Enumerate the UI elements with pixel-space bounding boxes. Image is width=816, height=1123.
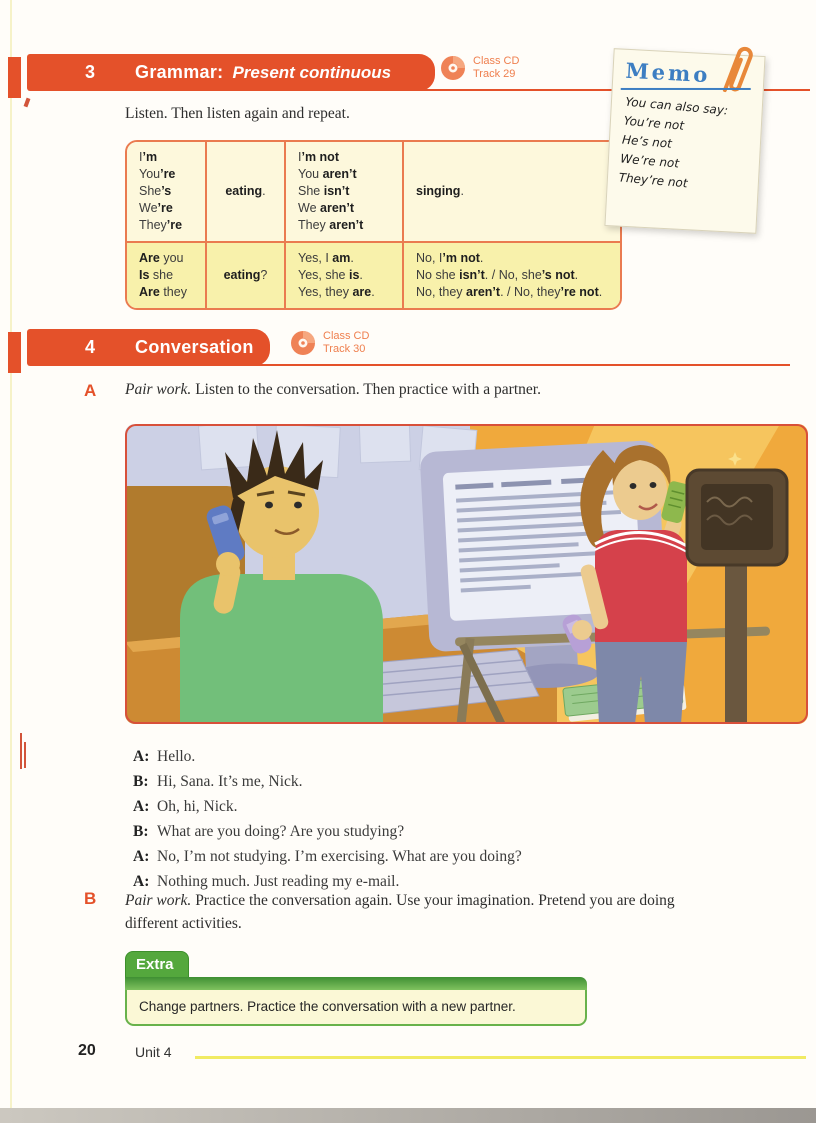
text-line: They’re: [139, 218, 183, 232]
text-line: They’re not: [618, 170, 689, 191]
extra-bar: [125, 977, 587, 990]
dialogue-text: Nothing much. Just reading my e-mail.: [157, 873, 400, 890]
text-line: We’re not: [619, 151, 680, 171]
left-margin-tick: [8, 57, 21, 98]
text-line: You can also say:: [624, 94, 729, 118]
dialogue-line: [133, 844, 522, 869]
dialogue-speaker: A:: [133, 873, 150, 890]
boy-hand: [216, 552, 240, 576]
text-line: I’m not: [298, 150, 339, 164]
paperclip-icon: [720, 39, 757, 103]
text-line: We aren’t: [298, 201, 355, 215]
cd-icon: [440, 55, 466, 81]
page-number: 20: [78, 1042, 96, 1059]
cell-verb-negative: singing .: [416, 184, 464, 198]
text-line: She’s: [139, 184, 172, 198]
scan-mark: [20, 733, 22, 769]
extra-text: Change partners. Practice the conversation with a new partner.: [125, 990, 587, 1026]
cd-line1: Class CD: [323, 330, 370, 342]
dialogue-text: Hi, Sana. It’s me, Nick.: [157, 773, 303, 790]
cell-question-forms: [127, 243, 207, 308]
scan-mark: [24, 742, 26, 768]
memo-note: [604, 48, 765, 234]
scan-bottom-edge: [0, 1108, 816, 1123]
section4-rule: [200, 364, 790, 366]
part-a-letter: A: [84, 381, 97, 400]
dialogue-speaker: B:: [133, 823, 149, 840]
dialogue-speaker: A:: [133, 748, 150, 765]
cd-label: [473, 55, 519, 81]
girl-shirt: [595, 530, 687, 642]
text-line: No she isn’t. / No, she’s not.: [416, 268, 579, 282]
section4-header: [27, 329, 270, 366]
section3-cd-badge: [440, 55, 519, 81]
text-line: He’s not: [621, 132, 673, 151]
boy-shirt: [180, 574, 383, 724]
scan-mark: [24, 98, 31, 108]
extra-tab: Extra: [125, 951, 189, 977]
dialogue-text: No, I’m not studying. I’m exercising. What are you doing?: [157, 848, 522, 865]
footer-rule: [195, 1056, 806, 1059]
text-line: You’re not: [623, 113, 685, 133]
text-line: Is she: [139, 268, 174, 282]
part-a-text: Listen to the conversation. Then practice with a partner.: [191, 381, 541, 398]
section3-header: [27, 54, 435, 91]
dialogue-line: [133, 819, 522, 844]
cd-label: [323, 330, 369, 356]
part-b-lead: Pair work.: [125, 892, 192, 909]
cd-icon: [290, 330, 316, 356]
section4-cd-badge: [284, 330, 375, 356]
text-line: No, I’m not.: [416, 251, 484, 265]
text-line: Yes, I am.: [298, 251, 354, 265]
dialogue-line: [133, 744, 522, 769]
cell-answers-no: [404, 243, 620, 308]
dialogue-text: Oh, hi, Nick.: [157, 798, 238, 815]
section3-title: Grammar:: [135, 62, 224, 82]
scan-edge-line: [10, 0, 12, 1108]
part-b-text: Practice the conversation again. Use your imagination. Pretend you are doing different activities.: [125, 892, 675, 932]
text-line: We’re: [139, 201, 173, 215]
memo-lines: [618, 93, 752, 199]
section4-title: Conversation: [135, 337, 254, 357]
grammar-instruction: Listen. Then listen again and repeat.: [125, 105, 350, 122]
text-line: They aren’t: [298, 218, 364, 232]
section3-number: 3: [85, 62, 96, 82]
dialogue-line: [133, 769, 522, 794]
part-a-lead: Pair work.: [125, 381, 192, 398]
text-line: Are they: [139, 285, 187, 299]
dialogue-speaker: A:: [133, 848, 150, 865]
cd-line2: Track 29: [473, 68, 516, 80]
cell-verb-question: eating ?: [207, 243, 286, 308]
text-line: She isn’t: [298, 184, 350, 198]
text-line: You aren’t: [298, 167, 357, 181]
dialogue-text: Hello.: [157, 748, 196, 765]
conversation-illustration: [125, 424, 808, 724]
dialogue-speaker: A:: [133, 798, 150, 815]
text-line: No, they aren’t. / No, they’re not.: [416, 285, 603, 299]
memo-underline: [621, 88, 751, 90]
cell-verb-affirmative: eating .: [207, 142, 286, 241]
part-a-instruction: [125, 381, 755, 399]
section3-subtitle: Present continuous: [232, 62, 392, 82]
table-row-statements: [127, 142, 620, 241]
girl-hand: [572, 620, 592, 640]
table-row-questions: [127, 241, 620, 308]
dialogue-speaker: B:: [133, 773, 149, 790]
text-line: Yes, they are.: [298, 285, 375, 299]
grammar-table: [125, 140, 622, 310]
left-margin-tick: [8, 332, 21, 373]
cell-subjects: [127, 142, 207, 241]
text-line: You’re: [139, 167, 176, 181]
section4-number: 4: [85, 337, 96, 357]
dialogue-text: What are you doing? Are you studying?: [157, 823, 405, 840]
text-line: I’m: [139, 150, 158, 164]
text-line: Yes, she is.: [298, 268, 363, 282]
dialogue-line: [133, 794, 522, 819]
cell-negatives: [286, 142, 404, 241]
extra-box: [125, 951, 587, 1026]
cd-line1: Class CD: [473, 55, 520, 67]
part-b-letter: B: [84, 889, 97, 908]
cell-answers-yes: [286, 243, 404, 308]
memo-title: Memo: [624, 57, 712, 88]
conversation-dialogue: [133, 744, 522, 894]
text-line: Are you: [139, 251, 184, 265]
part-b-instruction: [125, 889, 730, 935]
cd-line2: Track 30: [323, 343, 366, 355]
unit-label: Unit 4: [135, 1044, 172, 1060]
